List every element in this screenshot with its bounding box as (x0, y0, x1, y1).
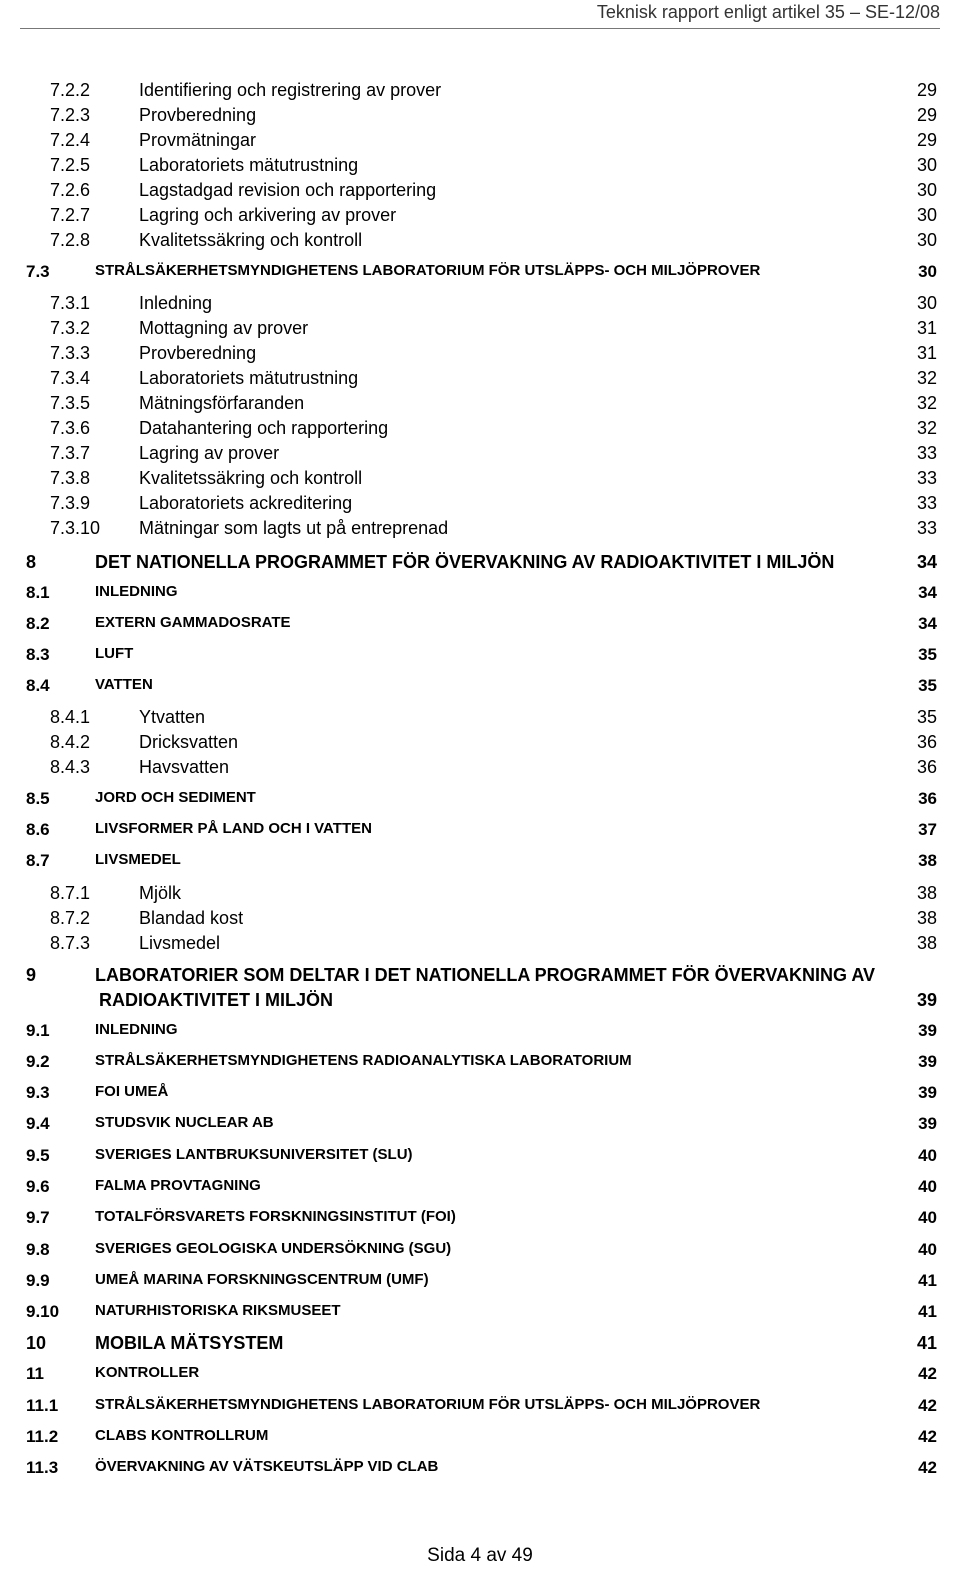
page-header (0, 0, 960, 28)
toc-entry-title: Lagring och arkivering av prover (139, 205, 397, 225)
toc-entry-page: 29 (916, 130, 937, 150)
toc-entry-number: 7.3.1 (50, 293, 91, 313)
toc-entry-page: 39 (916, 990, 937, 1010)
toc-entry-title: Datahantering och rapportering (139, 418, 389, 438)
toc-entry-title: Blandad kost (139, 908, 244, 928)
toc-entry-title: Laboratoriets ackreditering (139, 493, 353, 513)
toc-entry-number: 11 (26, 1364, 44, 1383)
toc-entry-page: 35 (918, 676, 937, 695)
toc-entry-page: 35 (918, 645, 937, 664)
page-footer (0, 1545, 960, 1567)
toc-entry-title: Ytvatten (139, 707, 206, 727)
toc-entry-page: 37 (918, 820, 937, 839)
toc-entry-title: DET NATIONELLA PROGRAMMET FÖR ÖVERVAKNING AV RADIOAKTIVITET I MILJÖN (95, 552, 835, 572)
toc-entry-page: 40 (918, 1208, 937, 1227)
toc-entry-page: 34 (918, 583, 937, 602)
toc-entry-title: Lagstadgad revision och rapportering (139, 180, 437, 200)
toc-entry-number: 9.1 (26, 1021, 50, 1040)
toc-entry-title: KONTROLLER (95, 1364, 200, 1381)
toc-entry-title: Inledning (139, 293, 213, 313)
toc-entry-number: 9.10 (26, 1302, 60, 1321)
toc-entry-number: 7.3.6 (50, 418, 91, 438)
toc-entry-title: Laboratoriets mätutrustning (139, 155, 359, 175)
toc-entry-page: 38 (918, 851, 937, 870)
toc-entry-number: 9.4 (26, 1114, 50, 1133)
toc-entry-title: Dricksvatten (139, 732, 239, 752)
toc-entry-page: 32 (916, 393, 937, 413)
toc-entry-page: 30 (916, 205, 937, 225)
toc-entry-title: STRÅLSÄKERHETSMYNDIGHETENS RADIOANALYTISKA LABORATORIUM (95, 1052, 632, 1069)
toc-entry-page: 39 (918, 1021, 937, 1040)
toc-entry-page: 38 (916, 933, 937, 953)
toc-entry-page: 40 (918, 1240, 937, 1259)
toc-entry-number: 8.4 (26, 676, 50, 695)
toc-entry-number: 8.7.2 (50, 908, 91, 928)
toc-entry-number: 9 (26, 965, 37, 985)
toc-entry-number: 7.2.8 (50, 230, 91, 250)
toc-entry-number: 8.1 (26, 583, 50, 602)
toc-entry-number: 9.5 (26, 1146, 50, 1165)
toc-entry-page: 38 (916, 908, 937, 928)
toc-entry-title: VATTEN (95, 676, 153, 693)
toc-entry-page: 36 (916, 732, 937, 752)
header-divider (20, 28, 940, 29)
toc-entry-title: SVERIGES GEOLOGISKA UNDERSÖKNING (SGU) (95, 1240, 452, 1257)
toc-entry-title: Havsvatten (139, 757, 230, 777)
toc-entry-page: 32 (916, 368, 937, 388)
toc-entry-title: LIVSFORMER PÅ LAND OCH I VATTEN (95, 820, 372, 837)
toc-entry-page: 33 (916, 493, 937, 513)
toc-entry-number: 11.3 (26, 1458, 59, 1477)
toc-entry-number: 7.3.5 (50, 393, 91, 413)
toc-entry-page: 33 (916, 518, 937, 538)
toc-entry-title: Provmätningar (139, 130, 257, 150)
toc-entry-title: Mjölk (139, 883, 182, 903)
toc-entry-title: STUDSVIK NUCLEAR AB (95, 1114, 274, 1131)
toc-entry-page: 41 (916, 1333, 937, 1353)
toc-entry-page: 42 (918, 1458, 937, 1477)
toc-entry-number: 10 (26, 1333, 47, 1353)
toc-entry-title: MOBILA MÄTSYSTEM (95, 1333, 284, 1353)
toc-entry-page: 39 (918, 1083, 937, 1102)
toc-entry-page: 33 (916, 468, 937, 488)
toc-entry-title: Provberedning (139, 105, 257, 125)
toc-entry-page: 30 (916, 230, 937, 250)
toc-entry-title: TOTALFÖRSVARETS FORSKNINGSINSTITUT (FOI) (95, 1208, 456, 1225)
header-title: Teknisk rapport enligt artikel 35 – SE-12/08 (596, 2, 940, 22)
toc-entry-page: 41 (918, 1271, 937, 1290)
toc-entry-title: EXTERN GAMMADOSRATE (95, 614, 291, 631)
toc-entry-page: 42 (918, 1427, 937, 1446)
toc-entry-number: 8.2 (26, 614, 50, 633)
toc-entry-title: Mätningar som lagts ut på entreprenad (139, 518, 449, 538)
toc-entry-number: 7.2.2 (50, 80, 91, 100)
toc-entry-title: NATURHISTORISKA RIKSMUSEET (95, 1302, 341, 1319)
toc-entry-page: 30 (918, 262, 937, 281)
toc-entry-number: 7.2.7 (50, 205, 91, 225)
toc-entry-number: 9.3 (26, 1083, 50, 1102)
toc-entry-page: 29 (916, 80, 937, 100)
toc-entry-page: 42 (918, 1364, 937, 1383)
toc-entry-page: 40 (918, 1177, 937, 1196)
toc-entry-number: 7.2.5 (50, 155, 91, 175)
toc-entry-title: UMEÅ MARINA FORSKNINGSCENTRUM (UMF) (95, 1271, 429, 1288)
toc-entry-number: 7.3.4 (50, 368, 91, 388)
toc-entry-title: INLEDNING (95, 583, 178, 600)
toc-entry-title: LUFT (95, 645, 134, 662)
toc-entry-title: Livsmedel (139, 933, 221, 953)
toc-entry-page: 32 (916, 418, 937, 438)
page-number-label: Sida 4 av 49 (427, 1545, 533, 1566)
toc-entry-page: 31 (916, 343, 937, 363)
toc-entry-page: 30 (916, 180, 937, 200)
toc-entry-page: 34 (918, 614, 937, 633)
toc-entry-title: Provberedning (139, 343, 257, 363)
toc-entry-page: 41 (918, 1302, 937, 1321)
toc-entry-number: 7.2.6 (50, 180, 91, 200)
toc-entry-number: 7.3.9 (50, 493, 91, 513)
toc-entry-number: 7.3.7 (50, 443, 91, 463)
toc-entry-number: 9.9 (26, 1271, 50, 1290)
toc-entry-title: FOI UMEÅ (95, 1083, 169, 1100)
toc-entry-title: Laboratoriets mätutrustning (139, 368, 359, 388)
toc-entry-page: 38 (916, 883, 937, 903)
toc-entry-number: 8.4.1 (50, 707, 91, 727)
toc-entry-page: 42 (918, 1396, 937, 1415)
toc-entry-page: 31 (916, 318, 937, 338)
toc-entry-title: Kvalitetssäkring och kontroll (139, 230, 363, 250)
toc-entry-number: 8.3 (26, 645, 50, 664)
toc-entry-title: STRÅLSÄKERHETSMYNDIGHETENS LABORATORIUM FÖR UTSLÄPPS- OCH MILJÖPROVER (95, 1396, 761, 1413)
toc-entry-number: 8 (26, 552, 37, 572)
toc-entry-number: 8.7.3 (50, 933, 91, 953)
toc-entry-page: 33 (916, 443, 937, 463)
toc-entry-title: Mätningsförfaranden (139, 393, 305, 413)
toc-entry-number: 8.4.2 (50, 732, 91, 752)
toc-entry-title-continued: RADIOAKTIVITET I MILJÖN (99, 990, 333, 1010)
toc-entry-number: 8.4.3 (50, 757, 91, 777)
toc-entry-number: 8.7 (26, 851, 50, 870)
toc-entry-title: FALMA PROVTAGNING (95, 1177, 261, 1194)
toc-entry-page: 39 (918, 1114, 937, 1133)
toc-entry-page: 30 (916, 155, 937, 175)
toc-entry-title: ÖVERVAKNING AV VÄTSKEUTSLÄPP VID CLAB (95, 1458, 439, 1475)
toc-entry-number: 9.6 (26, 1177, 50, 1196)
toc-entry-page: 34 (916, 552, 937, 572)
toc-entry-number: 9.8 (26, 1240, 50, 1259)
toc-entry-number: 11.2 (26, 1427, 59, 1446)
toc-entry-title: SVERIGES LANTBRUKSUNIVERSITET (SLU) (95, 1146, 413, 1163)
toc-entry-page: 35 (916, 707, 937, 727)
toc-entry-page: 30 (916, 293, 937, 313)
toc-entry-title: Mottagning av prover (139, 318, 309, 338)
toc-entry-title: CLABS KONTROLLRUM (95, 1427, 269, 1444)
toc-entry-number: 7.3.10 (50, 518, 101, 538)
toc-entry-number: 9.2 (26, 1052, 50, 1071)
toc-entry-title: Identifiering och registrering av prover (139, 80, 442, 100)
toc-entry-page: 40 (918, 1146, 937, 1165)
toc-entry-title: LIVSMEDEL (95, 851, 181, 868)
toc-entry-title: INLEDNING (95, 1021, 178, 1038)
toc-entry-title: STRÅLSÄKERHETSMYNDIGHETENS LABORATORIUM FÖR UTSLÄPPS- OCH MILJÖPROVER (95, 262, 761, 279)
toc-entry-page: 36 (918, 789, 937, 808)
toc-entry-number: 8.6 (26, 820, 50, 839)
toc-entry-number: 7.2.4 (50, 130, 91, 150)
toc-entry-number: 7.3 (26, 262, 50, 281)
toc-entry-page: 29 (916, 105, 937, 125)
toc-entry-title: Lagring av prover (139, 443, 280, 463)
toc-entry-number: 11.1 (26, 1396, 59, 1415)
toc-entry-title: JORD OCH SEDIMENT (95, 789, 256, 806)
toc-entry-number: 7.3.3 (50, 343, 91, 363)
toc-entry-number: 9.7 (26, 1208, 50, 1227)
toc-entry-number: 7.2.3 (50, 105, 91, 125)
toc-entry-title: LABORATORIER SOM DELTAR I DET NATIONELLA PROGRAMMET FÖR ÖVERVAKNING AV (95, 965, 875, 985)
toc-entry-number: 8.5 (26, 789, 50, 808)
toc-entry-title: Kvalitetssäkring och kontroll (139, 468, 363, 488)
toc-entry-number: 7.3.8 (50, 468, 91, 488)
toc-entry-number: 8.7.1 (50, 883, 91, 903)
toc-entry-number: 7.3.2 (50, 318, 91, 338)
toc-entry-page: 39 (918, 1052, 937, 1071)
toc-entry-page: 36 (916, 757, 937, 777)
